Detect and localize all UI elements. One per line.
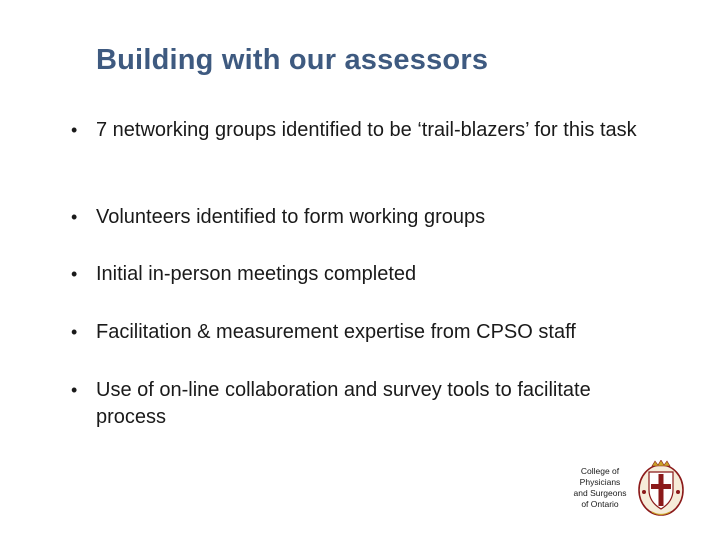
cpso-crest-icon: [636, 460, 686, 518]
bullet-text: 7 networking groups identified to be ‘trail-blazers’ for this task: [96, 119, 637, 141]
slide-title: Building with our assessors: [96, 44, 489, 76]
bullet-dot-icon: •: [71, 322, 78, 342]
bullet-dot-icon: •: [71, 120, 78, 140]
bullet-item: [71, 204, 661, 231]
bullet-item: [71, 377, 661, 431]
logo-line: and Surgeons: [573, 488, 627, 498]
bullet-item: [71, 261, 661, 288]
bullet-text: Use of on-line collaboration and survey tools to facilitate process: [96, 379, 591, 428]
bullet-dot-icon: •: [71, 264, 78, 284]
bullet-text: Volunteers identified to form working groups: [96, 206, 486, 228]
logo-line: Physicians: [579, 477, 621, 487]
logo-line: of Ontario: [581, 499, 619, 509]
bullet-item: [71, 319, 661, 346]
cpso-logo: [570, 460, 690, 520]
logo-text: [570, 466, 630, 510]
bullet-text: Facilitation & measurement expertise from CPSO staff: [96, 321, 576, 343]
bullet-dot-icon: •: [71, 207, 78, 227]
bullet-item: [71, 117, 661, 144]
logo-line: College of: [580, 466, 620, 476]
bullet-dot-icon: •: [71, 380, 78, 400]
bullet-text: Initial in-person meetings completed: [96, 263, 417, 285]
